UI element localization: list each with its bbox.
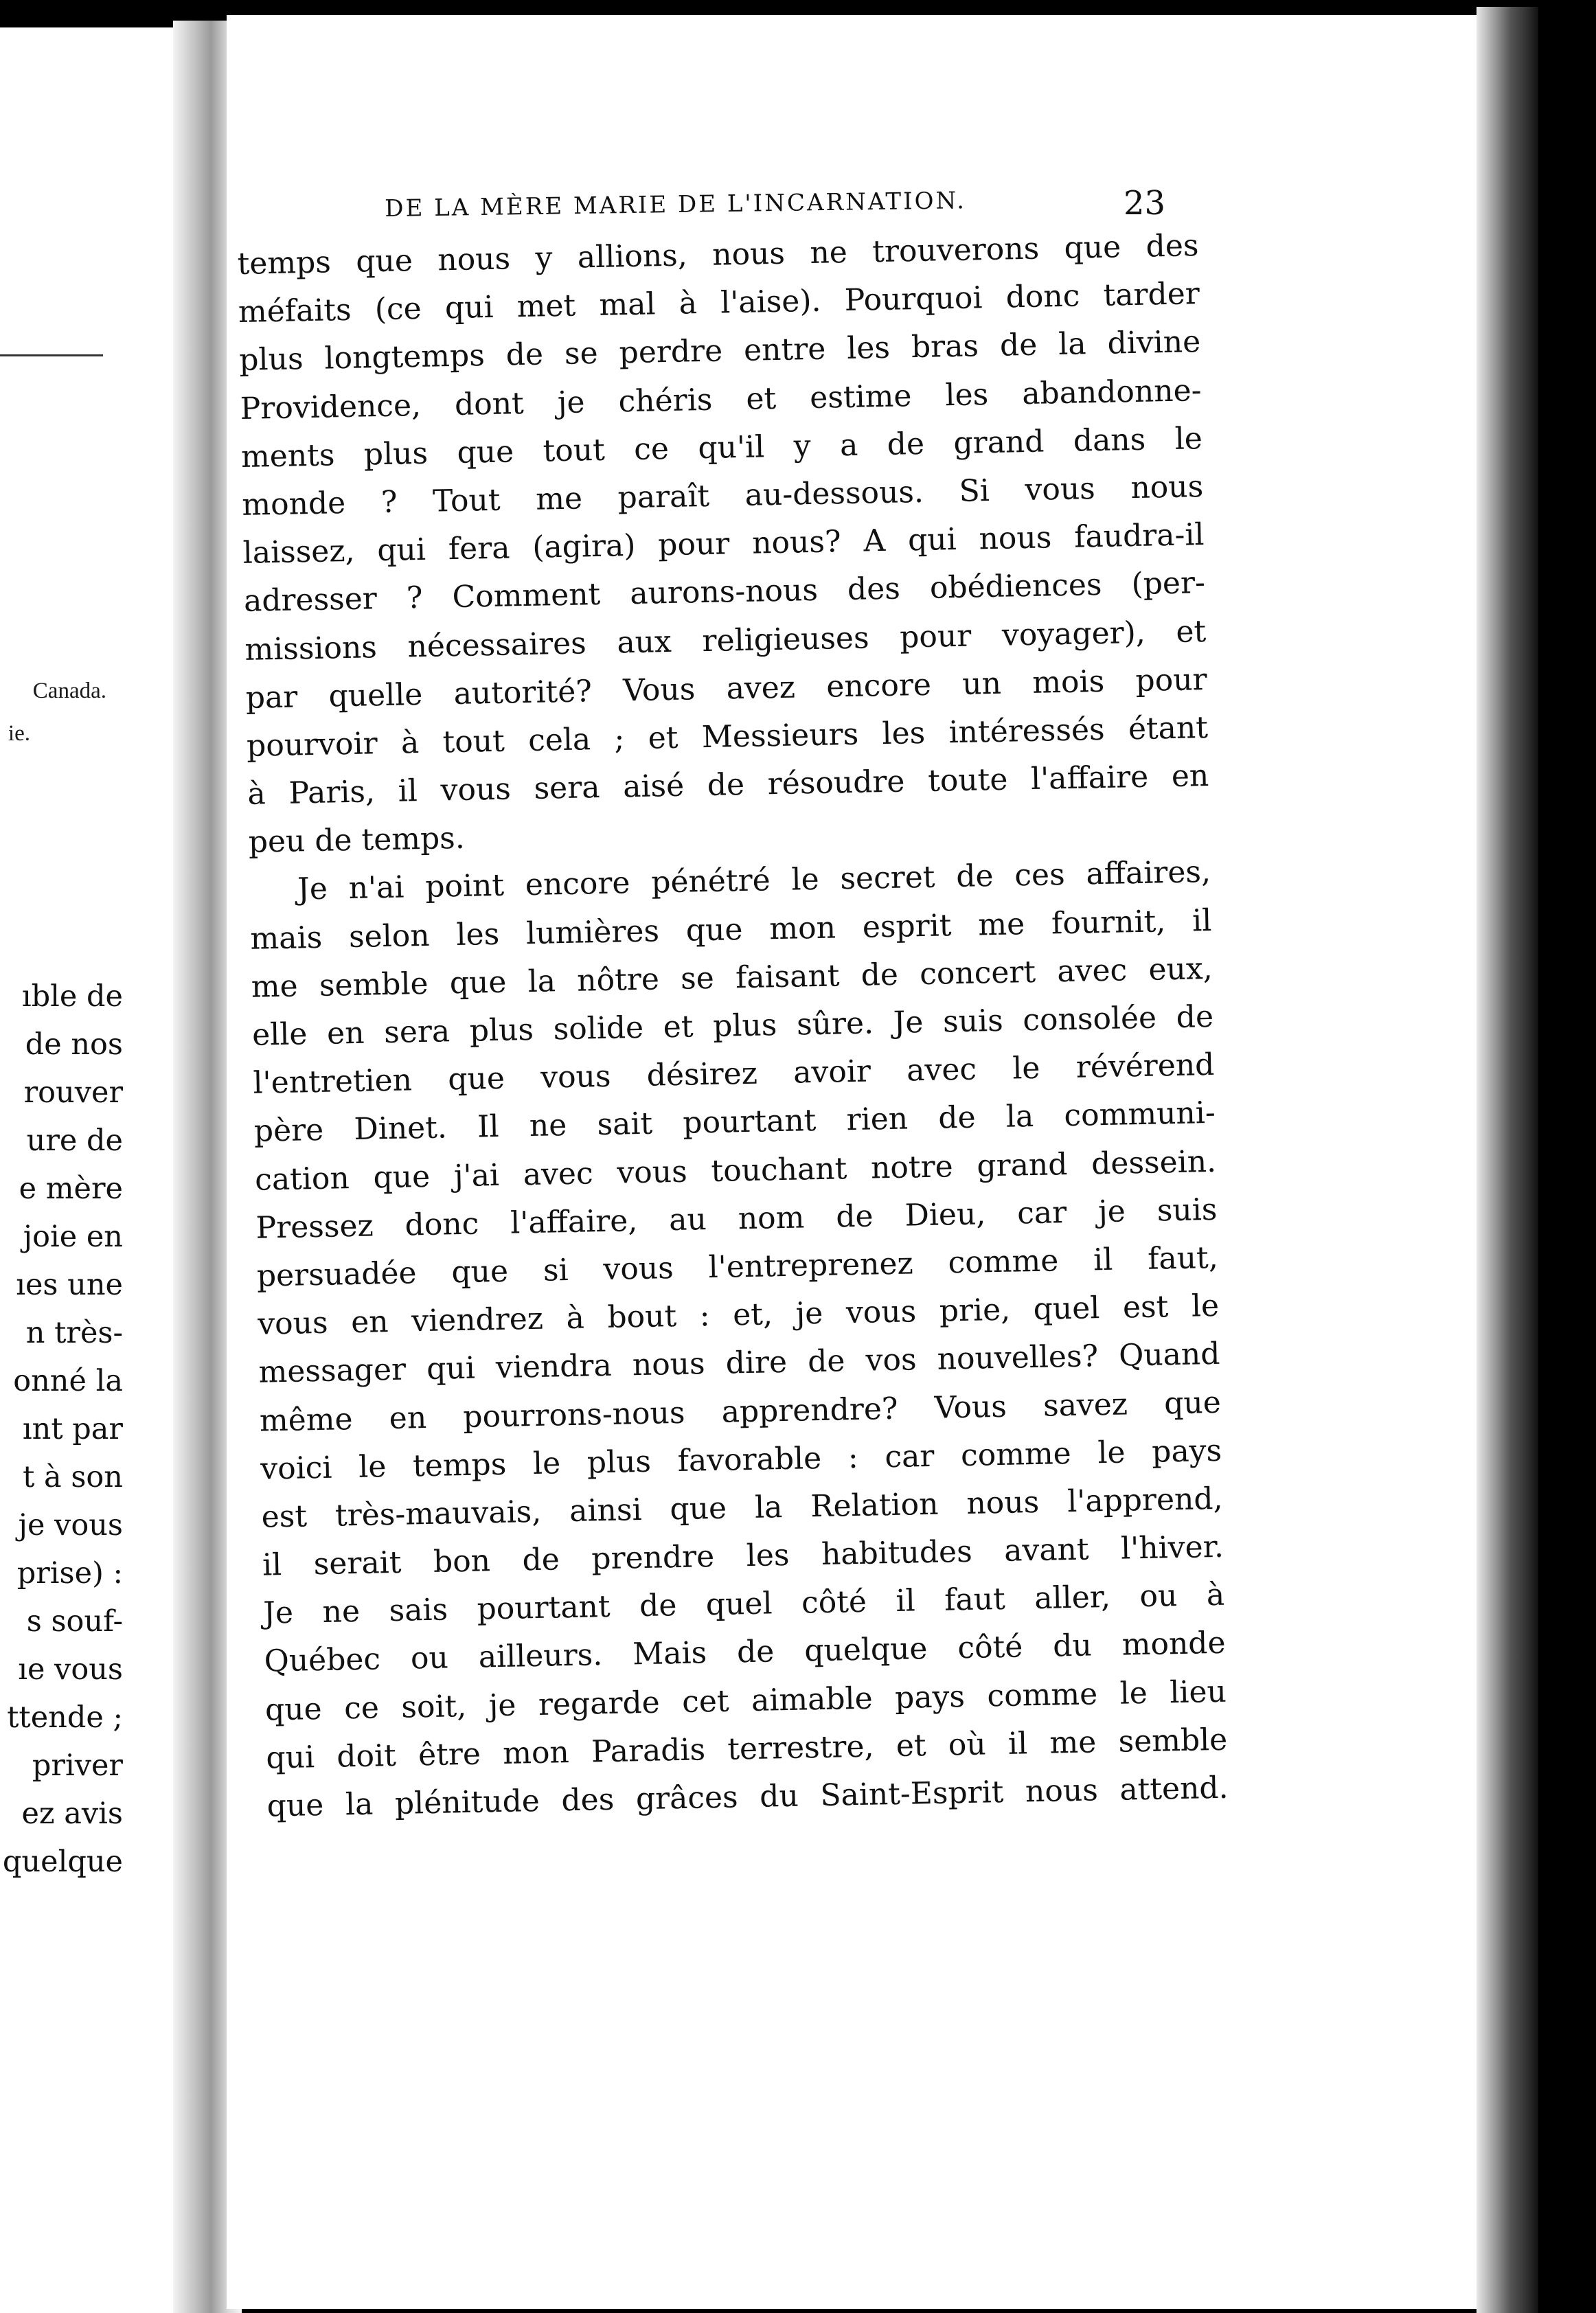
text-line: plus longtemps de se perdre entre les bras de la divine	[238, 324, 1201, 378]
text-line: laissez, qui fera (agira) pour nous? A qui nous faudra-il	[242, 517, 1205, 571]
left-text-line: de nos	[25, 1027, 123, 1062]
text-line: mais selon les lumières que mon esprit me fournit, il	[250, 902, 1212, 957]
left-facing-page	[0, 27, 180, 2313]
body-text	[237, 222, 1229, 1831]
text-line: que la plénitude des grâces du Saint-Esprit nous attend.	[266, 1770, 1229, 1824]
text-line: il serait bon de prendre les habitudes avant l'hiver.	[262, 1529, 1224, 1583]
text-line: méfaits (ce qui met mal à l'aise). Pourquoi donc tarder	[238, 276, 1200, 330]
left-text-line: priver	[32, 1748, 123, 1783]
text-line: Pressez donc l'affaire, au nom de Dieu, car je suis	[255, 1192, 1218, 1246]
page-edge-shadow	[1477, 7, 1538, 2313]
text-line: Je ne sais pourtant de quel côté il faut aller, ou à	[262, 1577, 1225, 1631]
text-line: voici le temps le plus favorable : car comme le pays	[260, 1433, 1222, 1487]
text-line: même en pourrons-nous apprendre? Vous savez que	[259, 1385, 1222, 1439]
left-text-line: s souf-	[26, 1604, 123, 1639]
page-number: 23	[1124, 184, 1166, 223]
left-text-line: ıes une	[16, 1268, 123, 1302]
text-line: vous en viendrez à bout : et, je vous prie, quel est le	[257, 1288, 1220, 1342]
left-text-line: onné la	[13, 1364, 123, 1398]
running-head: DE LA MÈRE MARIE DE L'INCARNATION.	[385, 187, 967, 223]
left-text-line: rouver	[23, 1075, 123, 1110]
left-text-line: ıble de	[21, 979, 123, 1014]
text-line: par quelle autorité? Vous avez encore un mois pour	[245, 661, 1208, 716]
text-line: que ce soit, je regarde cet aimable pays comme le lieu	[264, 1674, 1227, 1728]
left-text-line: ez avis	[21, 1797, 123, 1831]
text-line: Providence, dont je chéris et estime les abandonne-	[240, 372, 1202, 426]
text-line: monde ? Tout me paraît au-dessous. Si vous nous	[241, 468, 1204, 523]
footnote-rule	[0, 354, 103, 356]
left-text-line: joie en	[23, 1220, 123, 1254]
text-line: cation que j'ai avec vous touchant notre grand dessein.	[254, 1143, 1217, 1198]
left-note-line: Canada.	[32, 679, 106, 703]
left-text-line: ure de	[26, 1124, 123, 1158]
text-line: elle en sera plus solide et plus sûre. Je suis consolée de	[251, 999, 1214, 1053]
left-text-line: quelque	[2, 1845, 123, 1879]
left-text-line: t à son	[23, 1460, 123, 1494]
left-text-line: ttende ;	[7, 1700, 123, 1735]
text-line: persuadée que si vous l'entreprenez comme il faut,	[256, 1240, 1219, 1294]
text-line: adresser ? Comment aurons-nous des obédiences (per-	[243, 565, 1206, 619]
text-line: ments plus que tout ce qu'il y a de grand dans le	[240, 420, 1203, 475]
text-line: à Paris, il vous sera aisé de résoudre toute l'affaire en	[247, 758, 1209, 812]
text-line: est très-mauvais, ainsi que la Relation nous l'apprend,	[261, 1481, 1223, 1535]
left-text-line: ınt par	[22, 1412, 123, 1446]
left-text-line: n très-	[25, 1316, 123, 1350]
text-line: temps que nous y allions, nous ne trouverons que des	[237, 228, 1199, 282]
text-line: Québec ou ailleurs. Mais de quelque côté du monde	[264, 1626, 1226, 1680]
left-text-line: je vous	[18, 1508, 123, 1542]
text-line: l'entretien que vous désirez avoir avec le révérend	[253, 1047, 1215, 1101]
text-line: peu de temps.	[248, 821, 466, 861]
text-line: qui doit être mon Paradis terrestre, et où il me semble	[265, 1722, 1228, 1776]
text-line: pourvoir à tout cela ; et Messieurs les intéressés étant	[246, 709, 1209, 764]
left-note-line: ie.	[8, 721, 30, 746]
left-text-line: ıe vous	[18, 1652, 123, 1687]
text-line: me semble que la nôtre se faisant de concert avec eux,	[251, 950, 1213, 1005]
text-line: messager qui viendra nous dire de vos nouvelles? Quand	[258, 1336, 1220, 1391]
text-line: père Dinet. Il ne sait pourtant rien de la communi-	[253, 1095, 1216, 1150]
text-line: missions nécessaires aux religieuses pour voyager), et	[244, 613, 1207, 668]
paragraph-start-line: Je n'ai point encore pénétré le secret de ces affaires,	[297, 854, 1211, 907]
left-text-line: prise) :	[16, 1556, 123, 1591]
left-text-line: e mère	[19, 1172, 123, 1206]
